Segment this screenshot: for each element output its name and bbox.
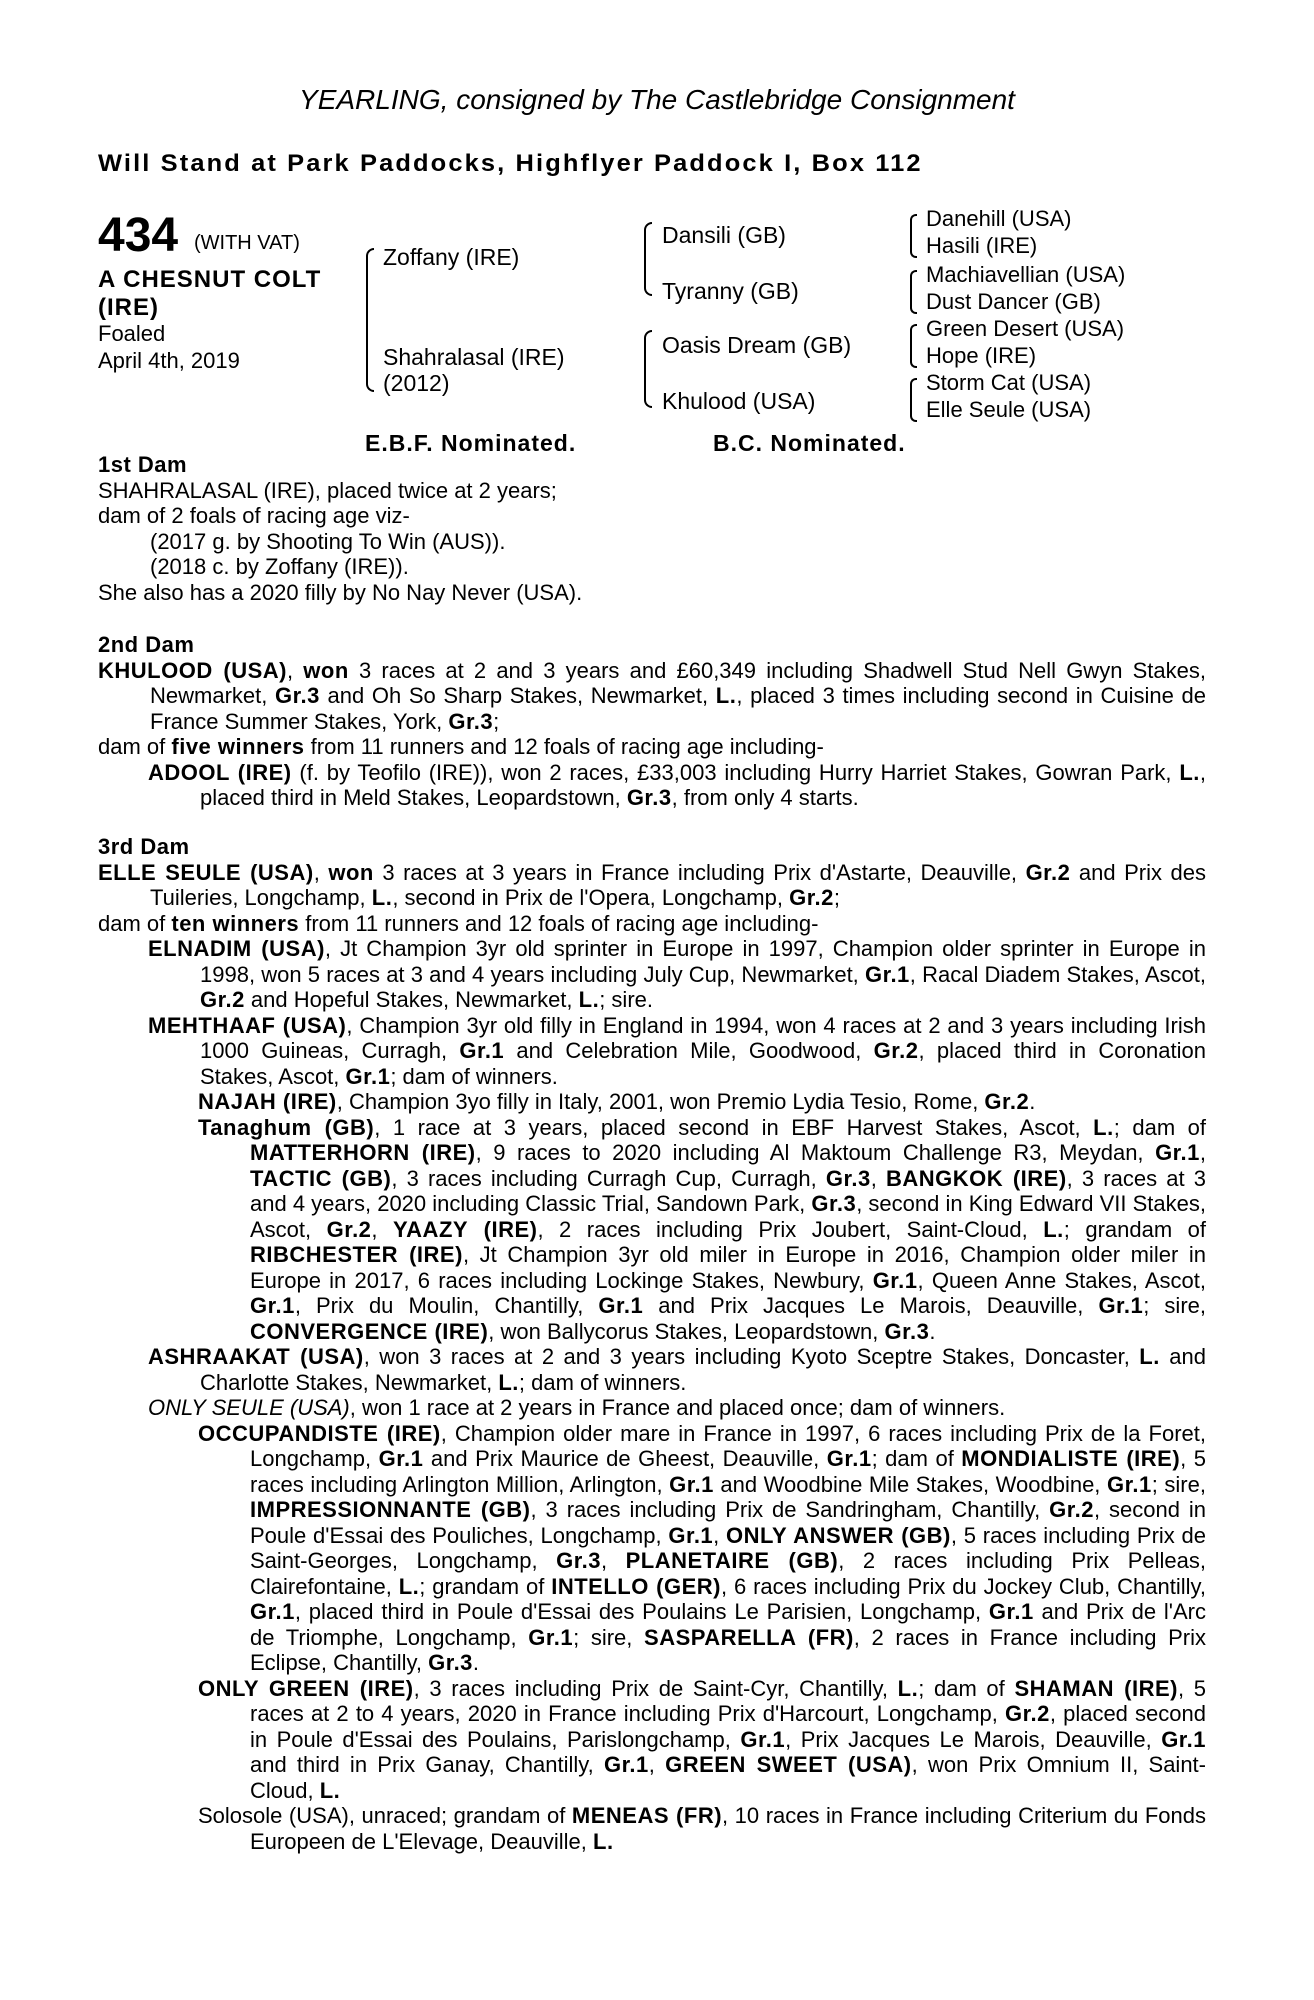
foaled-label: Foaled [98, 321, 166, 346]
third-dam-occupandiste: OCCUPANDISTE (IRE), Champion older mare in France in 1997, 6 races including Prix de la Foret, Longchamp, Gr.1 and Prix Maurice de Gheest, Deauville, Gr.1; dam of MONDIALISTE (IRE), 5 races including Arlington Million, Arlington, Gr.1 and Woodbine Mile Stakes, Woodbine, Gr.1; sire, IMPRESSIONNANTE (GB), 3 races including Prix de Sandringham, Chantilly, Gr.2, second in Poule d'Essai des Pouliches, Longchamp, Gr.1, ONLY ANSWER (GB), 5 races including Prix de Saint-Georges, Longchamp, Gr.3, PLANETAIRE (GB), 2 races including Prix Pelleas, Clairefontaine, L.; grandam of INTELLO (GER), 6 races including Prix du Jockey Club, Chantilly, Gr.1, placed third in Poule d'Essai des Poulains Le Parisien, Longchamp, Gr.1 and Prix de l'Arc de Triomphe, Longchamp, Gr.1; sire, SASPARELLA (FR), 2 races in France including Prix Eclipse, Chantilly, Gr.3. [198, 1420, 1207, 1675]
second-dam-produce: dam of five winners from 11 runners and 12 foals of racing age including- [98, 734, 824, 759]
stand-location: Will Stand at Park Paddocks, Highflyer Paddock I, Box 112 [98, 150, 923, 177]
third-dam-entry: ELLE SEULE (USA), won 3 races at 3 years in France including Prix d'Astarte, Deauville, Gr.2 and Prix des Tuileries, Longchamp, L., second in Prix de l'Opera, Longchamp, Gr.2; [98, 859, 1206, 910]
vat-note: (WITH VAT) [194, 232, 300, 254]
pedigree-g3-2: Hasili (IRE) [926, 233, 1038, 258]
sire-line-brace [644, 222, 652, 296]
sire-dam-brace [366, 248, 374, 392]
third-dam-najah: NAJAH (IRE), Champion 3yo filly in Italy, 2001, won Premio Lydia Tesio, Rome, Gr.2. [198, 1089, 1036, 1114]
lot-description [98, 266, 321, 322]
pedigree-g3-3: Machiavellian (USA) [926, 262, 1126, 287]
third-dam-produce: dam of ten winners from 11 runners and 12 foals of racing age including- [98, 910, 819, 936]
foaled-date: April 4th, 2019 [98, 348, 240, 373]
second-dam-section [98, 632, 1206, 811]
pedigree-g3-1: Danehill (USA) [926, 206, 1072, 231]
lot-description-line2: (IRE) [98, 294, 159, 321]
dam-line-brace [644, 330, 652, 408]
pedigree-dam: Shahralasal (IRE) [383, 344, 565, 370]
third-dam-mehthaaf: MEHTHAAF (USA), Champion 3yr old filly in England in 1994, won 4 races at 2 and 3 years including Irish 1000 Guineas, Curragh, Gr.1 and Celebration Mile, Goodwood, Gr.2, placed third in Coronation Stakes, Ascot, Gr.1; dam of winners. [148, 1012, 1206, 1089]
first-dam-heading: 1st Dam [98, 452, 188, 477]
pedigree-g3-5: Green Desert (USA) [926, 316, 1125, 341]
gen3-brace-4 [910, 378, 917, 422]
third-dam-section [98, 834, 1206, 1854]
bc-nomination: B.C. Nominated. [713, 430, 906, 456]
pedigree-dam-dam: Khulood (USA) [662, 388, 816, 414]
third-dam-elnadim: ELNADIM (USA), Jt Champion 3yr old sprinter in Europe in 1997, Champion older sprinter in Europe in 1998, won 5 races at 3 and 4 years including July Cup, Newmarket, Gr.1, Racal Diadem Stakes, Ascot, Gr.2 and Hopeful Stakes, Newmarket, L.; sire. [148, 936, 1206, 1012]
second-dam-adool: ADOOL (IRE) (f. by Teofilo (IRE)), won 2 races, £33,003 including Hurry Harriet Stakes, Gowran Park, L., placed third in Meld Stakes, Leopardstown, Gr.3, from only 4 starts. [148, 759, 1206, 810]
pedigree-g3-8: Elle Seule (USA) [926, 397, 1092, 422]
consignor-header: YEARLING, consigned by The Castlebridge Consignment [299, 84, 1015, 115]
gen3-brace-2 [910, 270, 917, 314]
first-dam-line-1: SHAHRALASAL (IRE), placed twice at 2 years; [98, 477, 557, 503]
gen3-brace-3 [910, 324, 917, 368]
gen3-brace-1 [910, 214, 917, 258]
pedigree-g3-4: Dust Dancer (GB) [926, 289, 1101, 314]
third-dam-only-seule: ONLY SEULE (USA), won 1 race at 2 years in France and placed once; dam of winners. [148, 1395, 1006, 1420]
pedigree-g3-6: Hope (IRE) [926, 343, 1037, 368]
pedigree-sire-sire: Dansili (GB) [662, 222, 786, 248]
second-dam-entry: KHULOOD (USA), won 3 races at 2 and 3 years and £60,349 including Shadwell Stud Nell Gwyn Stakes, Newmarket, Gr.3 and Oh So Sharp Stakes, Newmarket, L., placed 3 times including second in Cuisine de France Summer Stakes, York, Gr.3; [98, 657, 1206, 734]
first-dam-foal-2: (2018 c. by Zoffany (IRE)). [150, 554, 409, 579]
pedigree-sire: Zoffany (IRE) [383, 244, 520, 270]
lot-description-line1: A CHESNUT COLT [98, 266, 322, 293]
pedigree-sire-dam: Tyranny (GB) [662, 278, 799, 304]
ebf-nomination: E.B.F. Nominated. [365, 430, 577, 456]
pedigree-g3-7: Storm Cat (USA) [926, 370, 1092, 395]
first-dam-foal-1: (2017 g. by Shooting To Win (AUS)). [150, 528, 506, 554]
first-dam-section [98, 452, 1206, 605]
third-dam-solosole: Solosole (USA), unraced; grandam of MENEAS (FR), 10 races in France including Criterium du Fonds Europeen de L'Elevage, Deauville, L. [198, 1803, 1206, 1854]
pedigree-dam-year: (2012) [383, 370, 450, 396]
third-dam-heading: 3rd Dam [98, 834, 190, 859]
third-dam-only-green: ONLY GREEN (IRE), 3 races including Prix de Saint-Cyr, Chantilly, L.; dam of SHAMAN (IRE), 5 races at 2 to 4 years, 2020 in France including Prix d'Harcourt, Longchamp, Gr.2, placed second in Poule d'Essai des Poulains, Parislongchamp, Gr.1, Prix Jacques Le Marois, Deauville, Gr.1 and third in Prix Ganay, Chantilly, Gr.1, GREEN SWEET (USA), won Prix Omnium II, Saint-Cloud, L. [198, 1675, 1207, 1803]
first-dam-line-2: dam of 2 foals of racing age viz- [98, 503, 410, 528]
lot-number: 434 [98, 209, 179, 262]
third-dam-ashraakat: ASHRAAKAT (USA), won 3 races at 2 and 3 years including Kyoto Sceptre Stakes, Doncaster, L. and Charlotte Stakes, Newmarket, L.; dam of winners. [148, 1344, 1206, 1395]
pedigree-dam-sire: Oasis Dream (GB) [662, 332, 852, 358]
second-dam-heading: 2nd Dam [98, 632, 195, 657]
first-dam-line-5: She also has a 2020 filly by No Nay Never (USA). [98, 579, 583, 605]
foaled-block [98, 320, 240, 374]
third-dam-tanaghum: Tanaghum (GB), 1 race at 3 years, placed second in EBF Harvest Stakes, Ascot, L.; dam of MATTERHORN (IRE), 9 races to 2020 including Al Maktoum Challenge R3, Meydan, Gr.1, TACTIC (GB), 3 races including Curragh Cup, Curragh, Gr.3, BANGKOK (IRE), 3 races at 3 and 4 years, 2020 including Classic Trial, Sandown Park, Gr.3, second in King Edward VII Stakes, Ascot, Gr.2, YAAZY (IRE), 2 races including Prix Joubert, Saint-Cloud, L.; grandam of RIBCHESTER (IRE), Jt Champion 3yr old miler in Europe in 2016, Champion older miler in Europe in 2017, 6 races including Lockinge Stakes, Newbury, Gr.1, Queen Anne Stakes, Ascot, Gr.1, Prix du Moulin, Chantilly, Gr.1 and Prix Jacques Le Marois, Deauville, Gr.1; sire, CONVERGENCE (IRE), won Ballycorus Stakes, Leopardstown, Gr.3. [198, 1114, 1206, 1344]
